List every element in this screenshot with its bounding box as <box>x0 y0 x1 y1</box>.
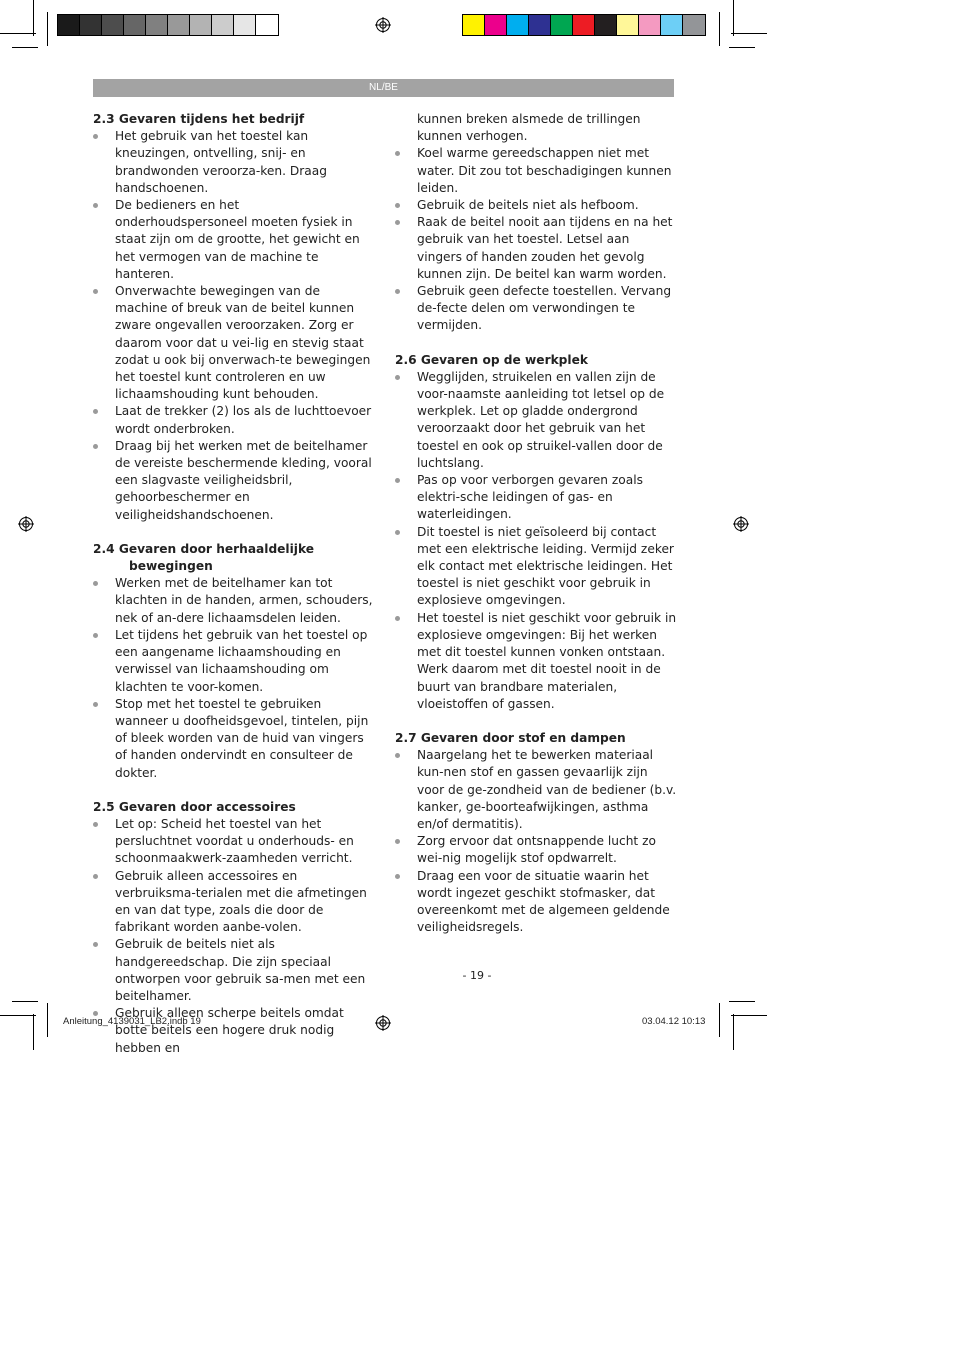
crop-mark <box>733 0 734 36</box>
list-item: Gebruik alleen scherpe beitels omdat botte beitels een hogere druk nodig hebben en <box>93 1005 375 1057</box>
page-number: - 19 - <box>462 969 492 982</box>
color-swatch <box>661 15 683 35</box>
color-swatch <box>683 15 705 35</box>
section-title: 2.7 Gevaren door stof en dampen <box>395 730 626 745</box>
list-item: Gebruik geen defecte toestellen. Vervang de-fecte delen om verwondingen te vermijden. <box>395 283 677 335</box>
bullet-list <box>93 575 375 781</box>
crop-mark <box>731 33 767 34</box>
bullet-list <box>93 128 375 524</box>
right-column <box>395 111 677 953</box>
crop-mark <box>729 1001 755 1002</box>
crop-mark <box>47 1003 48 1037</box>
color-swatch <box>146 15 168 35</box>
color-swatch <box>102 15 124 35</box>
list-item: Raak de beitel nooit aan tijdens en na het gebruik van het toestel. Letsel aan vingers of handen zouden het gevolg kunnen zijn. De beitel kan warm worden. <box>395 214 677 283</box>
color-swatch <box>639 15 661 35</box>
color-swatch <box>256 15 278 35</box>
list-item: Stop met het toestel te gebruiken wanneer u doofheidsgevoel, tintelen, pijn of bleek worden van de huid van vingers of handen ondervindt en consulteer de dokter. <box>93 696 375 782</box>
color-swatch <box>485 15 507 35</box>
list-item: Let op: Scheid het toestel van het persluchtnet voordat u onderhouds- en schoonmaakwerk-zaamheden verricht. <box>93 816 375 868</box>
crop-mark <box>33 1014 34 1050</box>
footer-filename: Anleitung_4139031_LB2.indb 19 <box>63 1016 201 1027</box>
crop-mark <box>719 1003 720 1037</box>
list-item: Naargelang het te bewerken materiaal kun-nen stof en gassen gevaarlijk zijn voor de ge-zondheid van de bediener (b.v. kanker, ge-boorteafwijkingen, asthma en/of dermatitis). <box>395 747 677 833</box>
crop-mark <box>0 33 36 34</box>
list-item: Onverwachte bewegingen van de machine of breuk van de beitel kunnen zware ongevallen veroorzaken. Zorg er daarom voor dat u vei-lig en stevig staat zodat u ook bij onverwach-te bewegingen het toestel kunt controleren en uw lichaamshouding kunt behouden. <box>93 283 375 403</box>
section-title-line: bewegingen <box>129 559 213 574</box>
list-item: Wegglijden, struikelen en vallen zijn de voor-naamste aanleiding tot letsel op de werkplek. Let op gladde ondergrond veroorzaakt door het gebruik van het toestel en ook op struikel-vallen door de luchtslang. <box>395 369 677 472</box>
color-swatch <box>80 15 102 35</box>
list-item: Dit toestel is niet geïsoleerd bij contact met een elektrische leiding. Vermijd zeker elk contact met elektrische leidingen. Het toestel is niet geschikt voor gebruik in explosieve omgevingen. <box>395 524 677 610</box>
process-color-bar <box>462 14 706 36</box>
color-swatch <box>58 15 80 35</box>
list-item: Het toestel is niet geschikt voor gebruik in explosieve omgevingen: Bij het werken met dit toestel kunnen vonken ontstaan. Werk daarom met dit toestel nooit in de buurt van brandbare materialen, vloeistoffen of gassen. <box>395 610 677 713</box>
list-item: Pas op voor verborgen gevaren zoals elektri-sche leidingen of gas- en waterleidingen. <box>395 472 677 524</box>
list-item: Laat de trekker (2) los als de luchttoevoer wordt onderbroken. <box>93 403 375 437</box>
color-swatch <box>124 15 146 35</box>
list-item: Zorg ervoor dat ontsnappende lucht zo wei-nig mogelijk stof opdwarrelt. <box>395 833 677 867</box>
section-title <box>93 541 375 575</box>
list-item: Het gebruik van het toestel kan kneuzingen, ontvelling, snij- en brandwonden veroorza-ken. Draag handschoenen. <box>93 128 375 197</box>
left-column <box>93 111 375 1074</box>
color-swatch <box>234 15 256 35</box>
crop-mark <box>733 1014 734 1050</box>
list-item: Let tijdens het gebruik van het toestel op een aangename lichaamshouding en verwissel van lichaamshouding om klachten te voor-komen. <box>93 627 375 696</box>
list-item: Draag bij het werken met de beitelhamer de vereiste beschermende kleding, vooral een slagvaste veiligheidsbril, gehoorbeschermer en veiligheidshandschoenen. <box>93 438 375 524</box>
list-item: Gebruik alleen accessoires en verbruiksma-terialen met die afmetingen en van dat type, zoals die door de fabrikant worden aanbe-volen. <box>93 868 375 937</box>
registration-mark-icon <box>375 1015 391 1031</box>
list-item: Gebruik de beitels niet als hefboom. <box>395 197 677 214</box>
section-title: 2.5 Gevaren door accessoires <box>93 799 296 814</box>
color-swatch <box>507 15 529 35</box>
list-item: Koel warme gereedschappen niet met water. Dit zou tot beschadigingen kunnen leiden. <box>395 145 677 197</box>
list-item: De bedieners en het onderhoudspersoneel moeten fysiek in staat zijn om de grootte, het gewicht en het vermogen van de machine te hanteren. <box>93 197 375 283</box>
crop-mark <box>47 12 48 46</box>
language-tag: NL/BE <box>93 79 674 97</box>
registration-mark-icon <box>375 17 391 33</box>
crop-mark <box>731 1015 767 1016</box>
list-item: Werken met de beitelhamer kan tot klachten in de handen, armen, schouders, nek of an-dere lichaamsdelen leiden. <box>93 575 375 627</box>
list-item: Gebruik de beitels niet als handgereedschap. Die zijn speciaal ontworpen voor gebruik sa-men met een beitelhamer. <box>93 936 375 1005</box>
crop-mark <box>719 12 720 46</box>
color-swatch <box>551 15 573 35</box>
footer-datetime: 03.04.12 10:13 <box>642 1016 706 1027</box>
section-title-line: 2.4 Gevaren door herhaaldelijke <box>93 541 315 556</box>
bullet-list <box>395 111 677 335</box>
bullet-list <box>395 369 677 713</box>
color-swatch <box>168 15 190 35</box>
crop-mark <box>12 1001 38 1002</box>
color-swatch <box>595 15 617 35</box>
gray-color-bar <box>57 14 279 36</box>
color-swatch <box>617 15 639 35</box>
crop-mark <box>33 0 34 36</box>
crop-mark <box>12 47 38 48</box>
registration-mark-icon <box>733 516 749 532</box>
color-swatch <box>463 15 485 35</box>
bullet-list <box>395 747 677 936</box>
color-swatch <box>529 15 551 35</box>
list-item: Draag een voor de situatie waarin het wordt ingezet geschikt stofmasker, dat overeenkomt met de algemeen geldende veiligheidsregels. <box>395 868 677 937</box>
list-item-continuation: kunnen breken alsmede de trillingen kunnen verhogen. <box>417 112 641 144</box>
color-swatch <box>190 15 212 35</box>
crop-mark <box>729 47 755 48</box>
color-swatch <box>212 15 234 35</box>
color-swatch <box>573 15 595 35</box>
crop-mark <box>0 1015 36 1016</box>
section-title: 2.3 Gevaren tijdens het bedrijf <box>93 112 305 126</box>
registration-mark-icon <box>18 516 34 532</box>
section-title: 2.6 Gevaren op de werkplek <box>395 352 588 367</box>
